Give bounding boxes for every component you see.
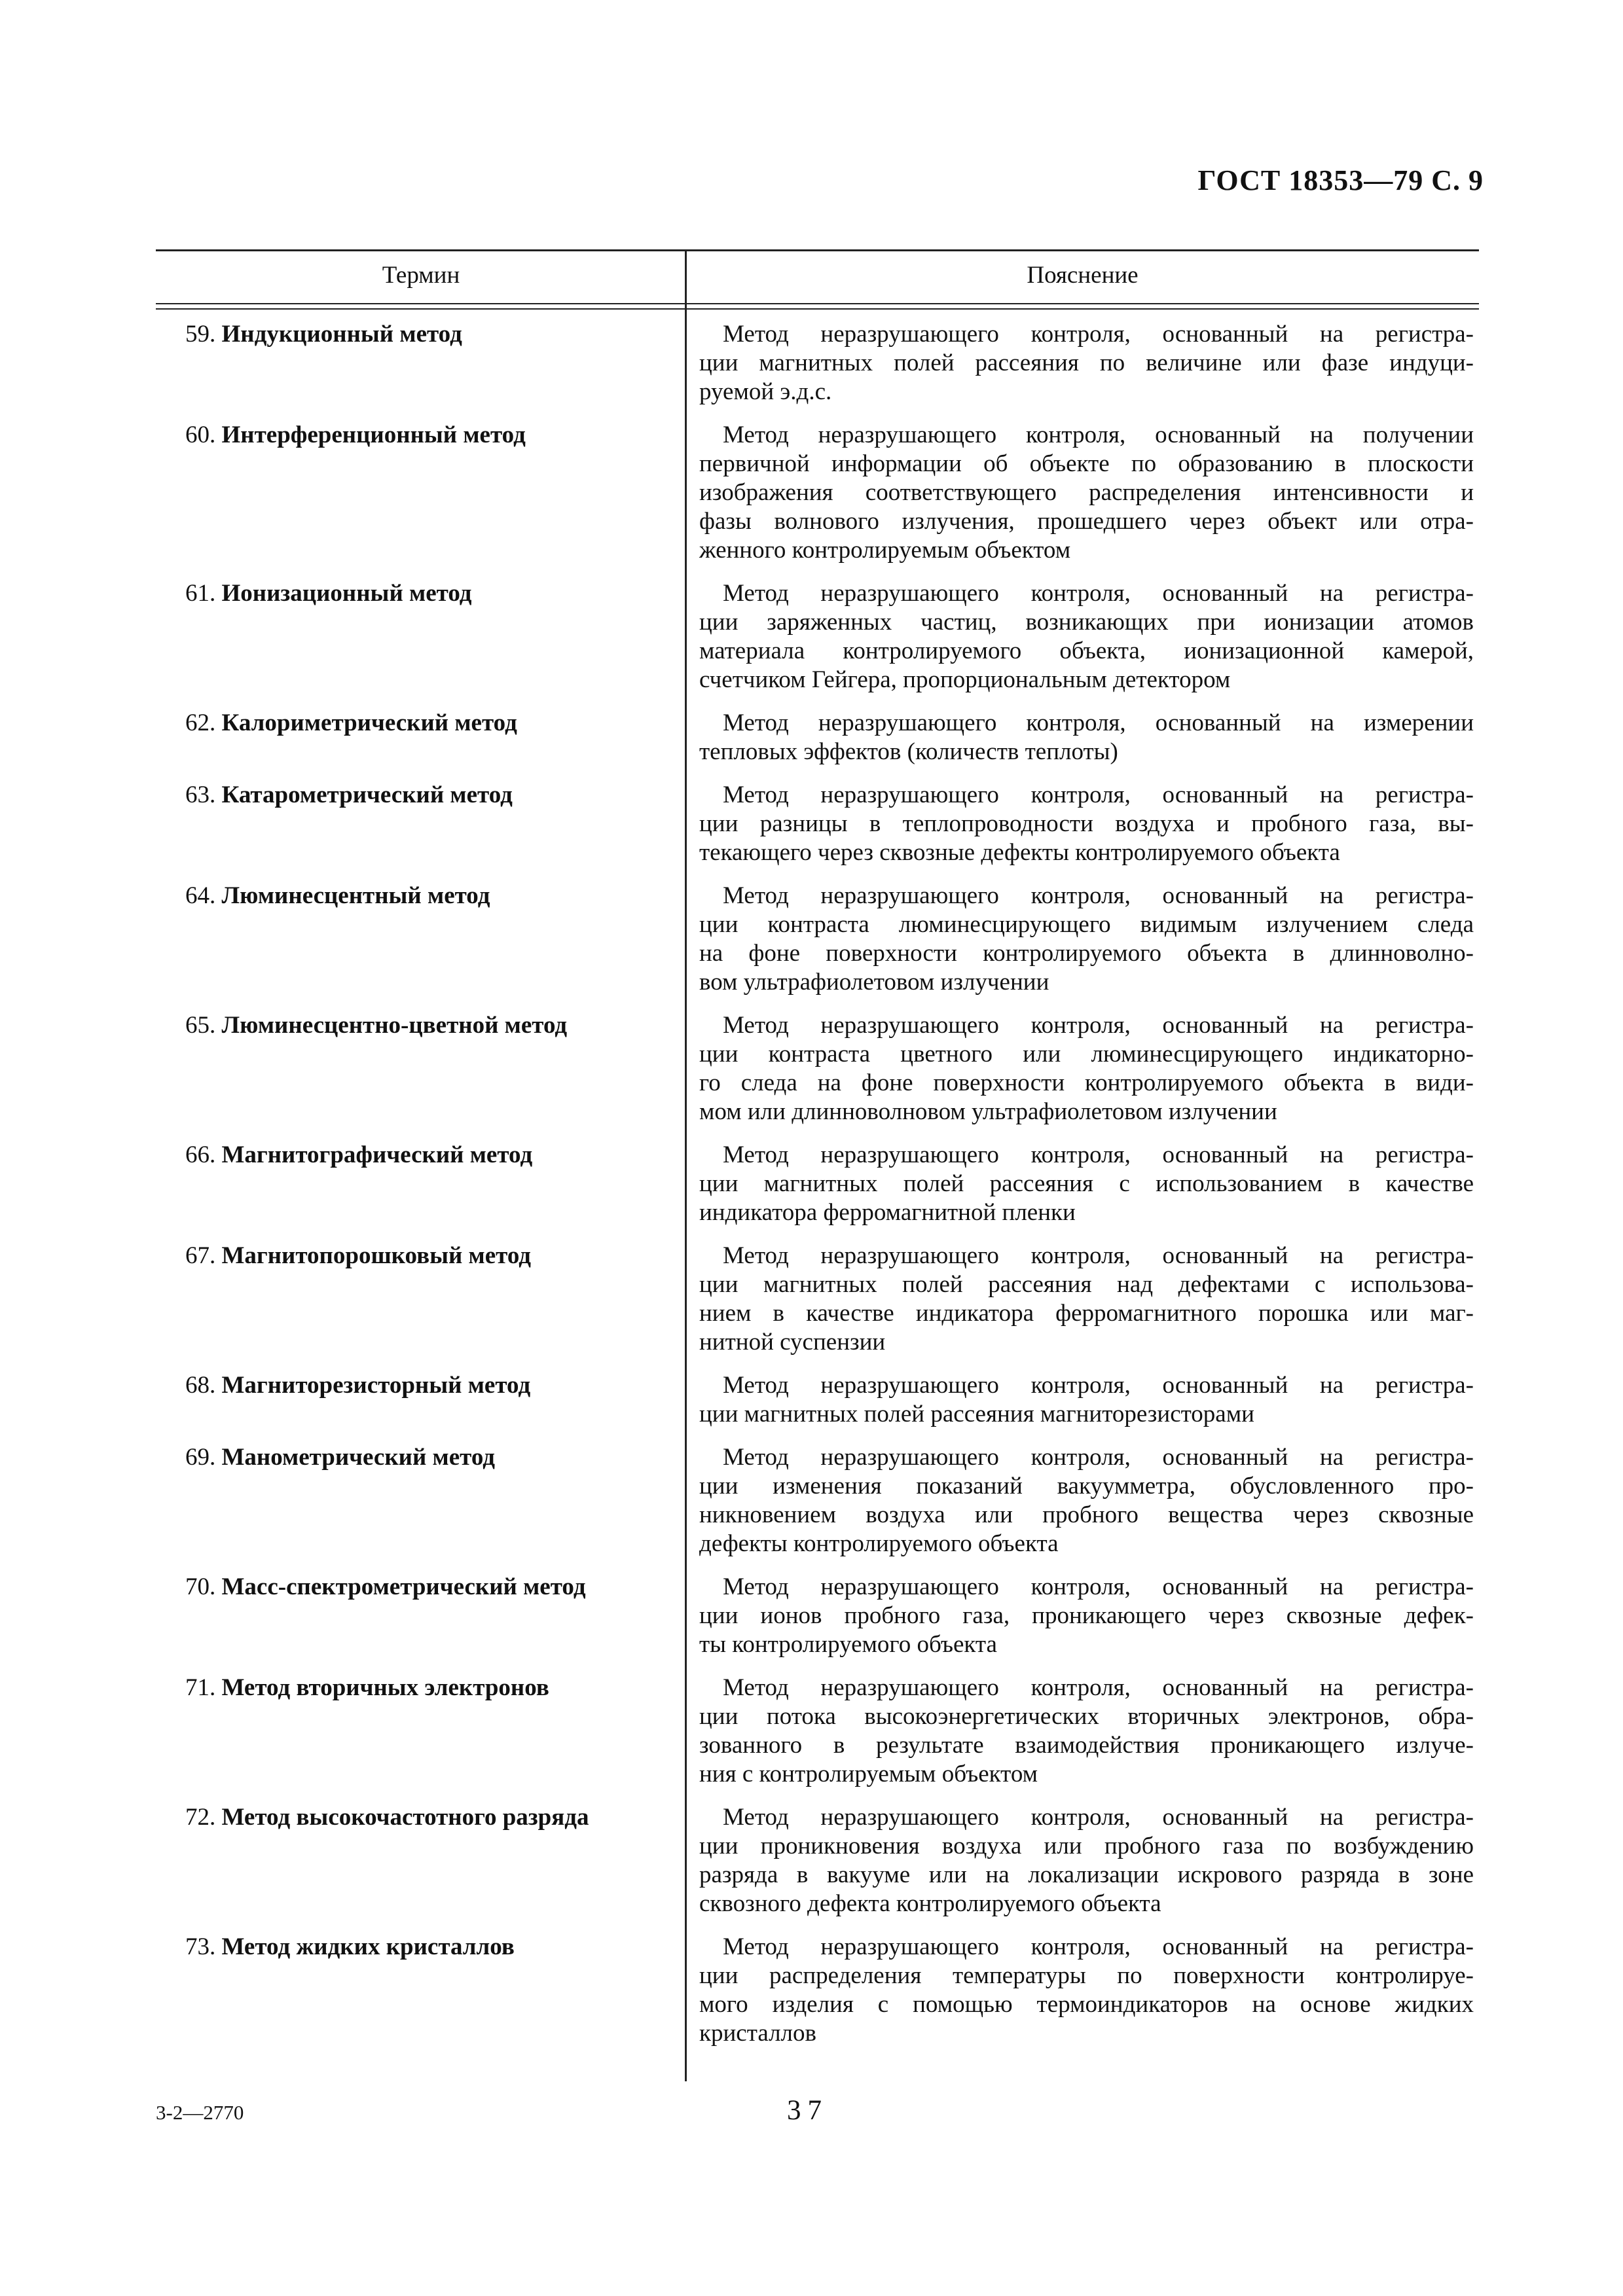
term-cell [185,1573,670,1602]
column-divider [685,249,687,2081]
term-name: Интерференционный метод [221,422,526,448]
term-cell [185,1242,670,1270]
term-number: 64. [185,882,216,909]
explanation-line: дефекты контролируемого объекта [699,1530,1059,1557]
explanation-line: ции контраста люминесцирующего видимым излучением следа [699,911,1474,938]
explanation-line: ции магнитных полей рассеяния по величине или фазе индуци- [699,350,1474,376]
term-cell [185,709,670,738]
term-cell [185,1933,670,1962]
explanation-line: Метод неразрушающего контроля, основанный на регистра- [723,1444,1474,1471]
term-cell [185,421,670,450]
column-header-explanation: Пояснение [1027,262,1139,289]
explanation-line: Метод неразрушающего контроля, основанный на регистра- [723,1242,1474,1269]
explanation-line: зованного в результате взаимодействия проникающего излуче- [699,1732,1474,1759]
term-number: 63. [185,781,216,808]
print-code: 3-2—2770 [156,2101,244,2124]
explanation-line: разряда в вакууме или на локализации искрового разряда в зоне [699,1861,1474,1888]
explanation-cell [699,1371,1474,1429]
explanation-line: первичной информации об объекте по образованию в плоскости [699,450,1474,477]
explanation-line: ции магнитных полей рассеяния магниторезисторами [699,1401,1254,1427]
explanation-line: ции контраста цветного или люминесцирующего индикаторно- [699,1041,1474,1067]
explanation-line: ции распределения температуры по поверхности контролируе- [699,1962,1474,1989]
explanation-line: кристаллов [699,2020,816,2047]
term-number: 59. [185,321,216,348]
term-name: Калориметрический метод [221,709,517,736]
explanation-cell [699,1573,1474,1659]
explanation-line: вом ультрафиолетовом излучении [699,969,1049,996]
explanation-line: ты контролируемого объекта [699,1631,997,1658]
explanation-line: нитной суспензии [699,1329,886,1355]
column-header-term: Термин [382,262,460,289]
term-name: Магнитопорошковый метод [221,1242,531,1269]
term-cell [185,1371,670,1400]
explanation-line: мого изделия с помощью термоиндикаторов на основе жидких [699,1991,1474,2018]
explanation-cell [699,320,1474,406]
explanation-line: ции разницы в теплопроводности воздуха и пробного газа, вы- [699,810,1474,837]
explanation-cell [699,1674,1474,1789]
header-rule [156,303,1479,304]
term-name: Метод высокочастотного разряда [221,1804,589,1831]
term-number: 67. [185,1242,216,1269]
term-cell [185,1443,670,1472]
term-cell [185,1011,670,1040]
term-cell [185,1803,670,1832]
explanation-cell [699,1803,1474,1918]
term-number: 66. [185,1141,216,1168]
explanation-line: Метод неразрушающего контроля, основанный на регистра- [723,1804,1474,1831]
explanation-cell [699,1443,1474,1558]
explanation-cell [699,1141,1474,1227]
term-number: 71. [185,1674,216,1701]
explanation-line: тепловых эффектов (количеств теплоты) [699,738,1118,765]
explanation-line: никновением воздуха или пробного вещества через сквозные [699,1501,1474,1528]
document-header: ГОСТ 18353—79 С. 9 [1197,164,1484,196]
term-number: 60. [185,422,216,448]
explanation-line: нием в качестве индикатора ферромагнитного порошка или маг- [699,1300,1474,1327]
term-name: Индукционный метод [221,321,462,348]
explanation-cell [699,882,1474,997]
explanation-line: сквозного дефекта контролируемого объекта [699,1890,1161,1917]
explanation-line: го следа на фоне поверхности контролируемого объекта в види- [699,1069,1474,1096]
term-cell [185,882,670,910]
term-number: 68. [185,1372,216,1399]
term-number: 69. [185,1444,216,1471]
term-cell [185,579,670,608]
explanation-cell [699,1933,1474,2048]
explanation-line: ции проникновения воздуха или пробного газа по возбуждению [699,1833,1474,1859]
explanation-cell [699,1011,1474,1126]
term-name: Метод вторичных электронов [221,1674,549,1701]
term-number: 61. [185,580,216,607]
explanation-line: ции изменения показаний вакуумметра, обусловленного про- [699,1473,1474,1499]
explanation-cell [699,781,1474,867]
explanation-line: руемой э.д.с. [699,378,832,405]
term-number: 72. [185,1804,216,1831]
explanation-line: Метод неразрушающего контроля, основанный на регистра- [723,1573,1474,1600]
explanation-line: текающего через сквозные дефекты контролируемого объекта [699,839,1340,866]
explanation-line: Метод неразрушающего контроля, основанный на регистра- [723,1141,1474,1168]
explanation-cell [699,1242,1474,1357]
term-cell [185,781,670,810]
term-number: 73. [185,1933,216,1960]
explanation-line: Метод неразрушающего контроля, основанный на регистра- [723,321,1474,348]
header-rule [156,308,1479,310]
explanation-line: ции заряженных частиц, возникающих при ионизации атомов [699,609,1474,636]
explanation-line: материала контролируемого объекта, ионизационной камерой, [699,637,1474,664]
term-cell [185,1674,670,1702]
term-name: Манометрический метод [221,1444,496,1471]
page-number: 37 [787,2095,828,2126]
term-number: 65. [185,1012,216,1039]
term-name: Люминесцентно-цветной метод [221,1012,568,1039]
explanation-line: Метод неразрушающего контроля, основанный на регистра- [723,781,1474,808]
explanation-line: Метод неразрушающего контроля, основанный на регистра- [723,1933,1474,1960]
explanation-line: ции магнитных полей рассеяния с использованием в качестве [699,1170,1474,1197]
explanation-line: женного контролируемым объектом [699,537,1071,564]
term-name: Магниторезисторный метод [221,1372,531,1399]
explanation-cell [699,421,1474,565]
term-name: Метод жидких кристаллов [221,1933,515,1960]
explanation-line: Метод неразрушающего контроля, основанный на регистра- [723,1674,1474,1701]
term-name: Ионизационный метод [221,580,472,607]
explanation-line: мом или длинноволновом ультрафиолетовом излучении [699,1098,1277,1125]
explanation-cell [699,579,1474,694]
term-cell [185,320,670,349]
explanation-line: ния с контролируемым объектом [699,1761,1038,1787]
explanation-line: ции ионов пробного газа, проникающего через сквозные дефек- [699,1602,1474,1629]
term-number: 62. [185,709,216,736]
explanation-line: Метод неразрушающего контроля, основанный на получении [723,422,1474,448]
term-cell [185,1141,670,1170]
explanation-line: Метод неразрушающего контроля, основанный на измерении [723,709,1474,736]
explanation-line: индикатора ферромагнитной пленки [699,1199,1076,1226]
explanation-line: на фоне поверхности контролируемого объекта в длинноволно- [699,940,1474,967]
explanation-line: ции потока высокоэнергетических вторичных электронов, обра- [699,1703,1474,1730]
term-name: Катарометрический метод [221,781,513,808]
explanation-line: счетчиком Гейгера, пропорциональным детектором [699,666,1231,693]
explanation-line: ции магнитных полей рассеяния над дефектами с использова- [699,1271,1474,1298]
explanation-line: фазы волнового излучения, прошедшего через объект или отра- [699,508,1474,535]
explanation-line: Метод неразрушающего контроля, основанный на регистра- [723,882,1474,909]
explanation-line: Метод неразрушающего контроля, основанный на регистра- [723,580,1474,607]
term-name: Масс-спектрометрический метод [221,1573,586,1600]
explanation-line: изображения соответствующего распределения интенсивности и [699,479,1474,506]
explanation-line: Метод неразрушающего контроля, основанный на регистра- [723,1372,1474,1399]
term-name: Люминесцентный метод [221,882,490,909]
explanation-cell [699,709,1474,766]
explanation-line: Метод неразрушающего контроля, основанный на регистра- [723,1012,1474,1039]
term-number: 70. [185,1573,216,1600]
term-name: Магнитографический метод [221,1141,533,1168]
